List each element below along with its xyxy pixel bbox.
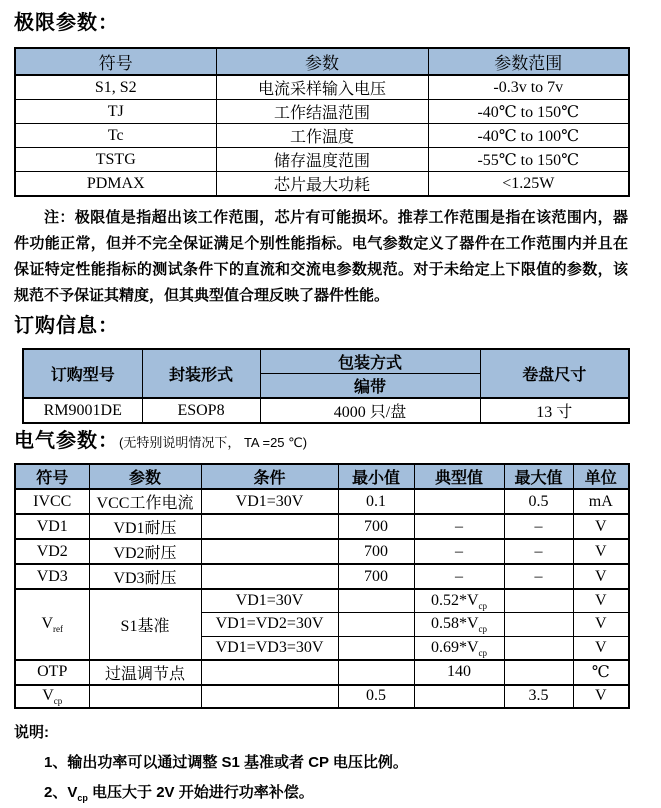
table-row — [15, 124, 629, 148]
table-row — [23, 398, 629, 423]
cell-max — [504, 660, 573, 685]
table-row — [15, 564, 629, 589]
cell-condition: VD1=30V — [201, 589, 338, 613]
cell-condition — [201, 685, 338, 709]
cell-part-number: RM9001DE — [23, 398, 142, 423]
cell-max: – — [504, 564, 573, 589]
cell-condition — [201, 539, 338, 564]
cell-typical — [414, 489, 504, 514]
header-reel-size: 卷盘尺寸 — [480, 349, 629, 398]
cell-parameter: 工作结温范围 — [216, 100, 428, 124]
cell-symbol: VD3 — [15, 564, 89, 589]
section-title-limit-params: 极限参数： — [14, 12, 119, 34]
note-item-1: 1、输出功率可以通过调整 S1 基准或者 CP 电压比例。 — [44, 754, 408, 771]
table-row — [15, 100, 629, 124]
cell-max: 3.5 — [504, 685, 573, 709]
limit-params-note: 注：极限值是指超出该工作范围，芯片有可能损坏。推荐工作范围是指在该范围内，器件功能正常，但并不完全保证满足个别性能指标。电气参数定义了器件在工作范围内并且在保证特定性能指标的测试条件下的直流和交流电参数规范。对于未给定上下限值的参数，该规范不予保证其精度，但其典型值合理反映了器件性能。 — [14, 209, 628, 304]
table-row — [15, 148, 629, 172]
cell-unit: V — [573, 613, 629, 637]
section-title-ordering: 订购信息： — [14, 315, 119, 337]
cell-min — [338, 636, 414, 660]
cell-parameter: 储存温度范围 — [216, 148, 428, 172]
table-header-row — [23, 349, 629, 374]
cell-parameter: 芯片最大功耗 — [216, 172, 428, 197]
cell-max — [504, 636, 573, 660]
cell-unit: V — [573, 564, 629, 589]
cell-min: 700 — [338, 539, 414, 564]
cell-symbol: Tc — [15, 124, 216, 148]
table-row — [15, 514, 629, 539]
cell-parameter: VD2耐压 — [89, 539, 201, 564]
cell-min — [338, 589, 414, 613]
cell-package: ESOP8 — [142, 398, 260, 423]
cell-min: 700 — [338, 514, 414, 539]
cell-range: -55℃ to 150℃ — [428, 148, 629, 172]
cell-unit: V — [573, 636, 629, 660]
table-row — [15, 539, 629, 564]
cell-unit: V — [573, 539, 629, 564]
cell-parameter: S1基准 — [89, 589, 201, 660]
cell-symbol: S1, S2 — [15, 75, 216, 100]
electrical-title-text: 电气参数： — [14, 430, 119, 452]
header-min: 最小值 — [338, 464, 414, 489]
electrical-params-table — [14, 463, 630, 709]
cell-symbol: VD1 — [15, 514, 89, 539]
cell-parameter — [89, 685, 201, 709]
header-typical: 典型值 — [414, 464, 504, 489]
cell-condition: VD1=VD3=30V — [201, 636, 338, 660]
cell-typical: – — [414, 564, 504, 589]
cell-symbol: TJ — [15, 100, 216, 124]
table-row — [15, 660, 629, 685]
cell-reel-size: 13 寸 — [480, 398, 629, 423]
cell-condition: VD1=VD2=30V — [201, 613, 338, 637]
cell-condition — [201, 564, 338, 589]
header-packing-tape: 编带 — [260, 374, 480, 399]
cell-min: 0.1 — [338, 489, 414, 514]
cell-max: – — [504, 539, 573, 564]
header-packing: 包装方式 — [260, 349, 480, 374]
cell-range: <1.25W — [428, 172, 629, 197]
cell-unit: V — [573, 514, 629, 539]
cell-max: – — [504, 514, 573, 539]
cell-typical: $0.52*V_{cp}$ — [414, 589, 504, 613]
header-package: 封装形式 — [142, 349, 260, 398]
cell-range: -40℃ to 150℃ — [428, 100, 629, 124]
note-item-2: 2、$V_{cp}$ 电压大于 2V 开始进行功率补偿。 — [44, 784, 314, 803]
cell-range: -40℃ to 100℃ — [428, 124, 629, 148]
section-title-electrical — [14, 424, 631, 453]
cell-symbol: IVCC — [15, 489, 89, 514]
cell-parameter: 过温调节点 — [89, 660, 201, 685]
table-row — [15, 489, 629, 514]
header-unit: 单位 — [573, 464, 629, 489]
cell-unit: ℃ — [573, 660, 629, 685]
cell-condition: VD1=30V — [201, 489, 338, 514]
cell-condition — [201, 514, 338, 539]
cell-min: 700 — [338, 564, 414, 589]
cell-typical: – — [414, 539, 504, 564]
electrical-title-conditions: (无特别说明情况下， TA =25 ℃) — [119, 435, 308, 450]
cell-unit: V — [573, 685, 629, 709]
cell-typical: $0.69*V_{cp}$ — [414, 636, 504, 660]
cell-condition — [201, 660, 338, 685]
cell-parameter: VCC工作电流 — [89, 489, 201, 514]
table-header-row — [15, 48, 629, 75]
ordering-table — [22, 348, 630, 424]
cell-max — [504, 613, 573, 637]
cell-symbol: $V_{cp}$ — [15, 685, 89, 709]
explanation-notes — [14, 721, 631, 802]
cell-typical: – — [414, 514, 504, 539]
cell-packing: 4000 只/盘 — [260, 398, 480, 423]
header-parameter: 参数 — [216, 48, 428, 75]
cell-min — [338, 660, 414, 685]
limit-params-table — [14, 47, 630, 197]
cell-symbol: TSTG — [15, 148, 216, 172]
cell-symbol: VD2 — [15, 539, 89, 564]
cell-symbol: $V_{ref}$ — [15, 589, 89, 660]
header-parameter: 参数 — [89, 464, 201, 489]
header-range: 参数范围 — [428, 48, 629, 75]
table-row — [15, 172, 629, 197]
cell-parameter: 电流采样输入电压 — [216, 75, 428, 100]
cell-parameter: 工作温度 — [216, 124, 428, 148]
table-row — [15, 589, 629, 613]
header-symbol: 符号 — [15, 464, 89, 489]
table-header-row — [15, 464, 629, 489]
cell-typical — [414, 685, 504, 709]
table-row — [15, 685, 629, 709]
cell-min — [338, 613, 414, 637]
cell-max — [504, 589, 573, 613]
cell-symbol: PDMAX — [15, 172, 216, 197]
header-condition: 条件 — [201, 464, 338, 489]
header-max: 最大值 — [504, 464, 573, 489]
notes-title: 说明: — [14, 724, 49, 741]
cell-min: 0.5 — [338, 685, 414, 709]
cell-typical: $0.58*V_{cp}$ — [414, 613, 504, 637]
cell-range: -0.3v to 7v — [428, 75, 629, 100]
cell-max: 0.5 — [504, 489, 573, 514]
cell-symbol: OTP — [15, 660, 89, 685]
cell-typical: 140 — [414, 660, 504, 685]
cell-unit: V — [573, 589, 629, 613]
cell-parameter: VD3耐压 — [89, 564, 201, 589]
cell-unit: mA — [573, 489, 629, 514]
cell-parameter: VD1耐压 — [89, 514, 201, 539]
header-symbol: 符号 — [15, 48, 216, 75]
table-row — [15, 75, 629, 100]
header-part-number: 订购型号 — [23, 349, 142, 398]
